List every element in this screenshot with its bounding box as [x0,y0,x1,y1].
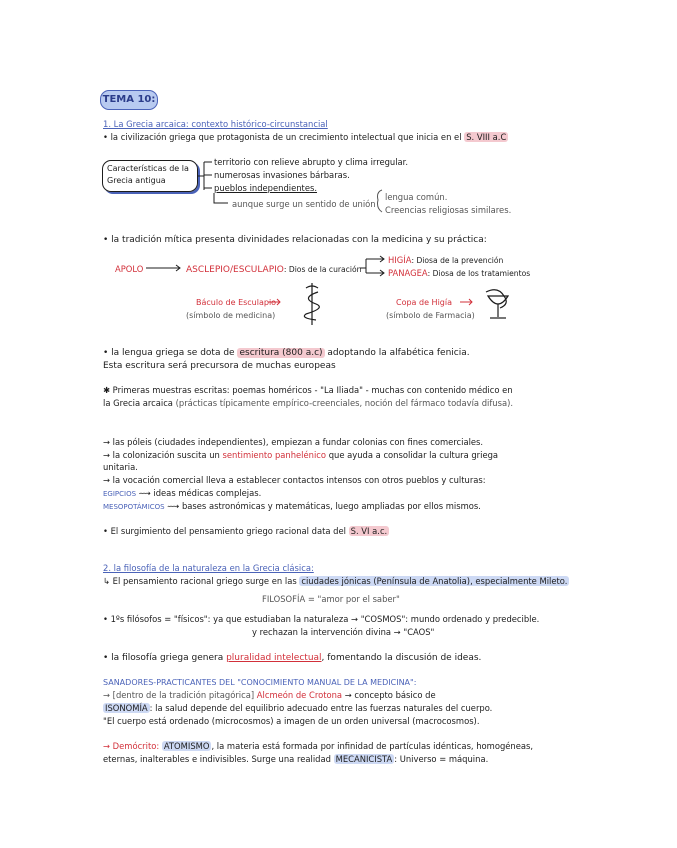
bullet-item: pueblos independientes. [214,183,318,193]
paragraph: → Demócrito: ATOMISMO , la materia está formada por infinidad de partículas idénticas, homogéneas, [103,741,534,751]
paragraph: • El surgimiento del pensamiento griego racional data del S. VI a.c. [103,526,388,536]
rod-of-asclepius-icon [304,283,319,325]
bullet-item: lengua común. [385,192,448,202]
baculo-label: Báculo de Esculapio [196,298,277,307]
paragraph: • la tradición mítica presenta divinidades relacionadas con la medicina y su práctica: [103,235,487,245]
paragraph: ✱ Primeras muestras escritas: poemas homéricos - "La Iliada" - muchas con contenido médico en [103,385,513,395]
copa-label: Copa de Higía [396,298,452,307]
paragraph: ↳ El pensamiento racional griego surge en las ciudades jónicas (Península de Anatolia), especialmente Mileto. [103,576,568,586]
arrow-icon [360,256,384,276]
subheading: SANADORES-PRACTICANTES DEL "CONOCIMIENTO MANUAL DE LA MEDICINA": [103,678,417,687]
arrow-icon [268,299,280,305]
philosophy-definition: FILOSOFÍA = "amor por el saber" [262,594,400,604]
paragraph: la Grecia arcaica (prácticas típicamente empírico-creenciales, noción del fármaco todavía difusa). [103,398,514,408]
arrow-icon [214,193,228,203]
paragraph: → las póleis (ciudades independientes), empiezan a fundar colonias con fines comerciales. [103,437,484,447]
paragraph: EGIPCIOS ⟿ ideas médicas complejas. [103,488,262,498]
paragraph: → [dentro de la tradición pitagórica] Alcmeón de Crotona → concepto básico de [103,690,436,700]
paragraph: unitaria. [103,462,138,472]
bullet-item: numerosas invasiones bárbaras. [214,170,350,180]
topic-title: TEMA 10: [100,90,158,110]
characteristics-box: Características de la Grecia antigua [102,160,198,192]
paragraph: MESOPOTÁMICOS ⟿ bases astronómicas y matemáticas, luego ampliadas por ellos mismos. [103,501,481,511]
paragraph: ISONOMÍA : la salud depende del equilibrio adecuado entre las fuerzas naturales del cuerpo. [105,703,493,713]
arrow-icon [460,299,472,305]
section-1-heading: 1. La Grecia arcaica: contexto histórico-circunstancial [103,119,328,129]
copa-desc: (símbolo de Farmacia) [386,311,475,320]
paragraph: → la vocación comercial lleva a establecer contactos intensos con otros pueblos y culturas: [103,475,486,485]
baculo-desc: (símbolo de medicina) [186,311,276,320]
bowl-of-hygieia-icon [486,290,508,318]
paragraph: eternas, inalterables e indivisibles. Surge una realidad MECANICISTA : Universo = máquina. [103,754,489,764]
god-apolo: APOLO [115,264,144,274]
section-2-heading: 2. la filosofía de la naturaleza en la Grecia clásica: [103,563,314,573]
paragraph: Esta escritura será precursora de muchas europeas [103,361,336,371]
bullet-item: aunque surge un sentido de unión [232,199,376,209]
paragraph: • la civilización griega que protagonista de un crecimiento intelectual que inicia en el S. VIII a.C [103,132,507,142]
paragraph: • la lengua griega se dota de escritura (800 a.c) adoptando la alfabética fenicia. [103,348,470,358]
goddess-higia: HIGÍA: Diosa de la prevención [388,255,504,265]
arrow-icon [146,265,180,271]
brace-icon [378,190,383,212]
paragraph: y rechazan la intervención divina → "CAOS" [252,627,435,637]
paragraph: • 1ºs filósofos = "físicos": ya que estudiaban la naturaleza → "COSMOS": mundo ordenado y predecible. [103,614,540,624]
bullet-item: territorio con relieve abrupto y clima irregular. [214,157,409,167]
bracket-line [198,162,212,190]
paragraph: • la filosofía griega genera pluralidad intelectual, fomentando la discusión de ideas. [103,653,482,663]
paragraph: → la colonización suscita un sentimiento panhelénico que ayuda a consolidar la cultura griega [103,450,499,460]
god-asclepio: ASCLEPIO/ESCULAPIO: Dios de la curación [186,265,362,275]
bullet-item: Creencias religiosas similares. [385,205,512,215]
paragraph: "El cuerpo está ordenado (microcosmos) a imagen de un orden universal (macrocosmos). [103,716,480,726]
goddess-panagea: PANAGEA: Diosa de los tratamientos [388,268,531,278]
